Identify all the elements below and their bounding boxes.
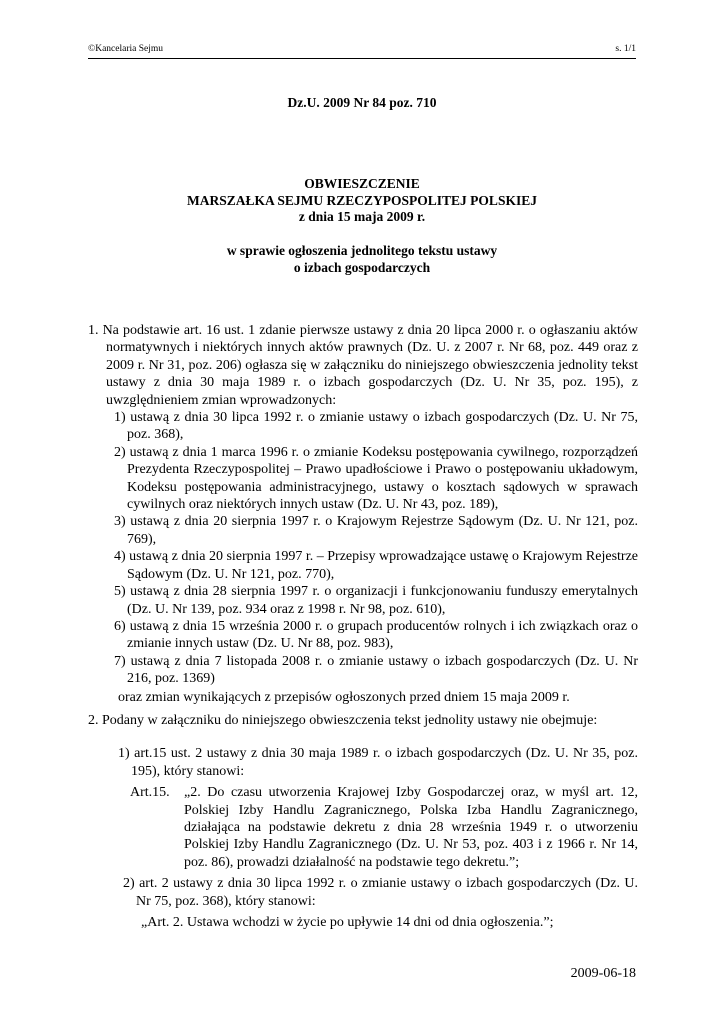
amendment-note: oraz zmian wynikających z przepisów ogłoszonych przed dniem 15 maja 2009 r. xyxy=(118,689,570,705)
article-15-text: „2. Do czasu utworzenia Krajowej Izby Gospodarczej oraz, w myśl art. 12, Polskiej Izby Handlu Zagranicznego, Polska Izba Handlu Zagranicznego, działająca na podstawie dekretu z dnia 28 września 1949 r. o utworzeniu Polskiej Izby Handlu Zagranicznego (Dz. U. Nr 53, poz. 403 i z 1966 r. Nr 14, poz. 86), prowadzi działalność na podstawie tego dekretu.”; xyxy=(184,785,638,870)
article-2-quote: „Art. 2. Ustawa wchodzi w życie po upływie 14 dni od dnia ogłoszenia.”; xyxy=(141,915,554,930)
title-line-1: OBWIESZCZENIE xyxy=(304,176,420,191)
page-header xyxy=(88,44,636,59)
header-page-number: s. 1/1 xyxy=(615,44,636,54)
header-source: ©Kancelaria Sejmu xyxy=(88,44,164,54)
document-subject xyxy=(0,243,724,276)
amendment-item-6: 6) ustawą z dnia 15 września 2000 r. o grupach producentów rolnych i ich związkach oraz o zmianie innych ustaw (Dz. U. Nr 88, poz. 983), xyxy=(114,618,638,652)
document-title xyxy=(0,176,724,226)
amendment-item-7: 7) ustawą z dnia 7 listopada 2008 r. o zmianie ustawy o izbach gospodarczych (Dz. U. Nr 216, poz. 1369) xyxy=(114,653,638,687)
title-line-3: z dnia 15 maja 2009 r. xyxy=(298,209,426,224)
amendment-item-5: 5) ustawą z dnia 28 sierpnia 1997 r. o organizacji i funkcjonowaniu funduszy emerytalnych (Dz. U. Nr 139, poz. 934 oraz z 1998 r. Nr 98, poz. 610), xyxy=(114,584,638,617)
amendment-item-1: 1) ustawą z dnia 30 lipca 1992 r. o zmianie ustawy o izbach gospodarczych (Dz. U. Nr 75, poz. 368), xyxy=(114,410,638,443)
footer-date: 2009-06-18 xyxy=(570,966,636,981)
subject-line-2: o izbach gospodarczych xyxy=(293,259,431,275)
amendment-item-3: 3) ustawą z dnia 20 sierpnia 1997 r. o Krajowym Rejestrze Sądowym (Dz. U. Nr 121, poz. 769), xyxy=(114,514,638,547)
amendment-item-2: 2) ustawą z dnia 1 marca 1996 r. o zmianie Kodeksu postępowania cywilnego, rozporządzeń Prezydenta Rzeczypospolitej – Prawo upadłościowe i Prawo o postępowaniu układowym, Kodeksu postępowania administracyjnego, ustawy o kosztach sądowych w sprawach cywilnych oraz niektórych innych ustaw (Dz. U. Nr 43, poz. 189), xyxy=(114,444,638,513)
title-line-2: MARSZAŁKA SEJMU RZECZYPOSPOLITEJ POLSKIEJ xyxy=(187,192,537,208)
document-body xyxy=(88,322,638,931)
journal-reference: Dz.U. 2009 Nr 84 poz. 710 xyxy=(287,95,437,110)
article-15-label: Art.15. xyxy=(130,785,170,801)
section-1-paragraph: 1. Na podstawie art. 16 ust. 1 zdanie pierwsze ustawy z dnia 20 lipca 2000 r. o ogłaszaniu aktów normatywnych i niektórych innych aktów prawnych (Dz. U. z 2007 r. Nr 68, poz. 449 oraz z 2009 r. Nr 31, poz. 206) ogłasza się w załączniku do niniejszego obwieszczenia jednolity tekst ustawy z dnia 30 maja 1989 r. o izbach gospodarczych (Dz. U. Nr 35, poz. 195), z uwzględnieniem zmian wprowadzonych: xyxy=(88,323,638,408)
exclusion-item-2: 2) art. 2 ustawy z dnia 30 lipca 1992 r. o zmianie ustawy o izbach gospodarczych (Dz. U. Nr 75, poz. 368), który stanowi: xyxy=(123,876,638,909)
section-2-paragraph: 2. Podany w załączniku do niniejszego obwieszczenia tekst jednolity ustawy nie obejmuje: xyxy=(88,712,598,728)
amendment-item-4: 4) ustawą z dnia 20 sierpnia 1997 r. – Przepisy wprowadzające ustawę o Krajowym Rejestrze Sądowym (Dz. U. Nr 121, poz. 770), xyxy=(114,549,638,582)
exclusion-item-1: 1) art.15 ust. 2 ustawy z dnia 30 maja 1989 r. o izbach gospodarczych (Dz. U. Nr 35, poz. 195), który stanowi: xyxy=(118,746,638,779)
subject-line-1: w sprawie ogłoszenia jednolitego tekstu ustawy xyxy=(226,243,498,258)
article-15-quote xyxy=(130,784,638,871)
